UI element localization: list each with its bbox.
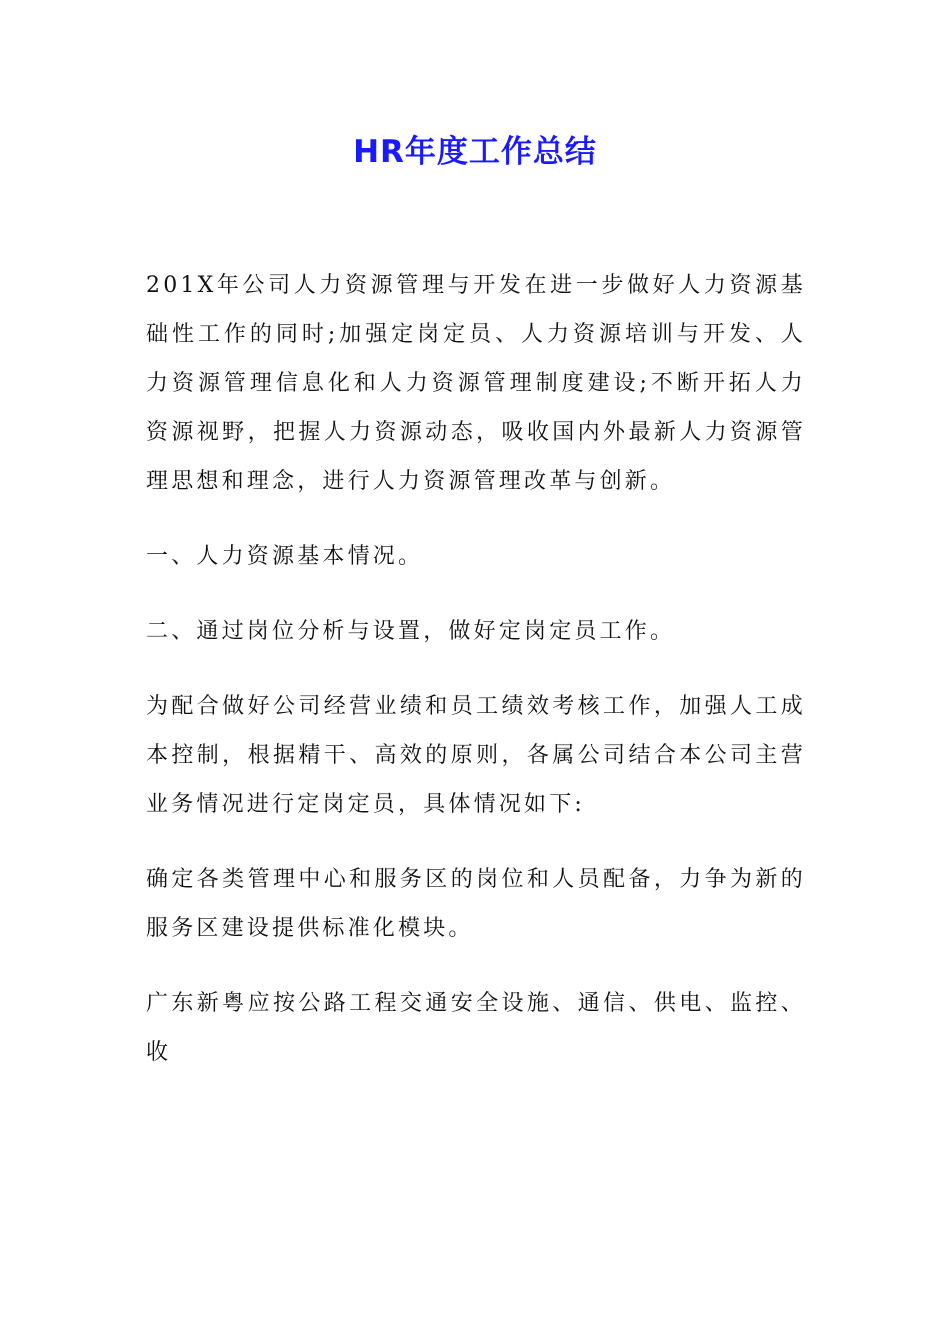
paragraph-service-areas: 确定各类管理中心和服务区的岗位和人员配备，力争为新的服务区建设提供标准化模块。 bbox=[146, 867, 806, 941]
heading-section-2: 二、通过岗位分析与设置，做好定岗定员工作。 bbox=[146, 619, 676, 644]
document-title: HR年度工作总结 bbox=[353, 134, 597, 170]
heading-section-1: 一、人力资源基本情况。 bbox=[146, 544, 424, 569]
paragraph-guangdong: 广东新粤应按公路工程交通安全设施、通信、供电、监控、收 bbox=[146, 991, 806, 1065]
document-body bbox=[146, 261, 806, 1077]
paragraph-intro: 201X年公司人力资源管理与开发在进一步做好人力资源基础性工作的同时;加强定岗定员、人力资源培训与开发、人力资源管理信息化和人力资源管理制度建设;不断开拓人力资源视野，把握人力资源动态，吸收国内外最新人力资源管理思想和理念，进行人力资源管理改革与创新。 bbox=[146, 273, 806, 494]
paragraph-staffing: 为配合做好公司经营业绩和员工绩效考核工作，加强人工成本控制，根据精干、高效的原则，各属公司结合本公司主营业务情况进行定岗定员，具体情况如下: bbox=[146, 694, 806, 817]
